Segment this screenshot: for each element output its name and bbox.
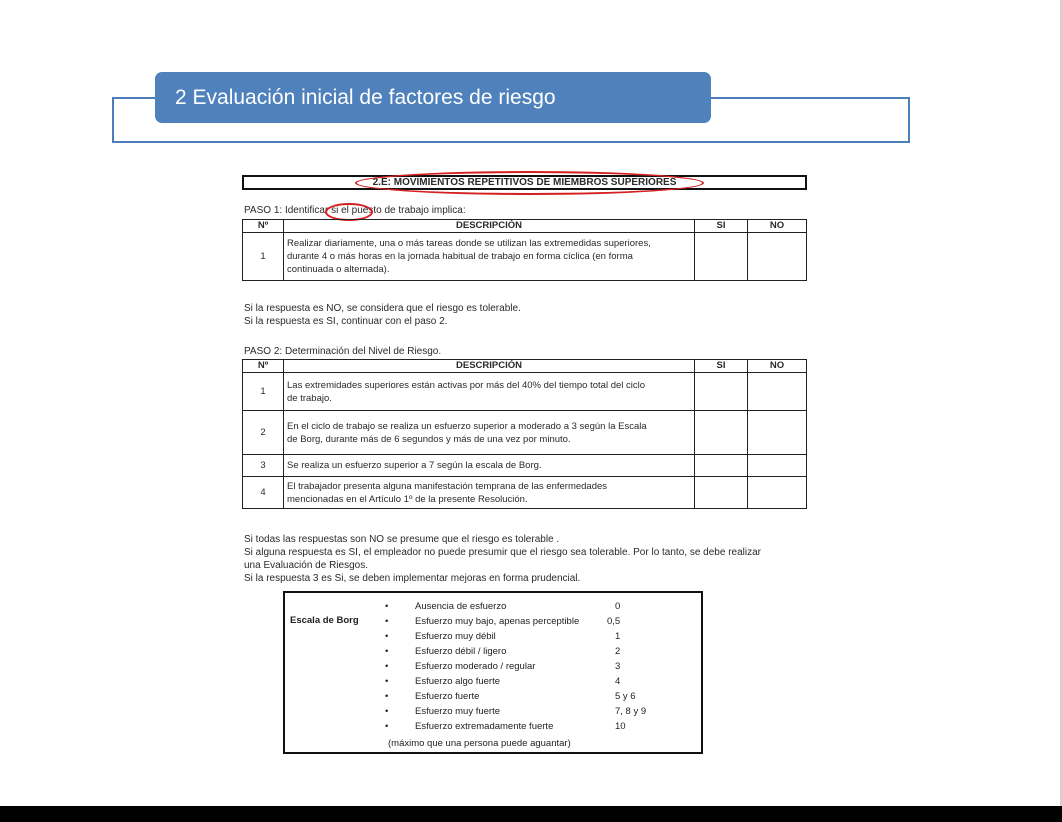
header-no: NO — [748, 220, 807, 233]
borg-label: Esfuerzo débil / ligero — [415, 646, 507, 657]
paso1-note-no: Si la respuesta es NO, se considera que el riesgo es tolerable. — [244, 303, 521, 314]
borg-item — [285, 601, 701, 616]
paso1-heading: PASO 1: Identificar si el puesto de trabajo implica: — [244, 205, 466, 216]
borg-value: 1 — [615, 631, 621, 642]
header-n: Nº — [243, 360, 284, 373]
row-line: Las extremidades superiores están activas por más del 40% del tiempo total del ciclo — [287, 379, 646, 391]
title-frame-left — [112, 97, 156, 99]
paso2-header-row — [243, 360, 807, 373]
paso2-note: Si la respuesta 3 es Si, se deben implementar mejoras en forma prudencial. — [244, 573, 581, 584]
borg-item — [285, 631, 701, 646]
table-row — [243, 477, 807, 509]
paso2-table — [242, 359, 807, 509]
header-si: SI — [695, 360, 748, 373]
table-row — [243, 373, 807, 411]
borg-item — [285, 706, 701, 721]
bottom-bar — [0, 806, 1062, 822]
borg-item — [285, 676, 701, 691]
si-cell — [695, 455, 748, 477]
paso2-note: Si alguna respuesta es SI, el empleador no puede presumir que el riesgo sea tolerable. Por lo tanto, se debe realizar — [244, 547, 761, 558]
row-line: En el ciclo de trabajo se realiza un esfuerzo superior a moderado a 3 según la Escala — [287, 420, 647, 432]
borg-value: 0 — [615, 601, 621, 612]
borg-value: 5 y 6 — [615, 691, 636, 702]
row-line: El trabajador presenta alguna manifestación temprana de las enfermedades — [287, 480, 608, 492]
row-description — [284, 373, 695, 411]
paso2-note: Si todas las respuestas son NO se presume que el riesgo es tolerable . — [244, 534, 560, 545]
borg-value: 0,5 — [607, 616, 621, 627]
paso1-note-si: Si la respuesta es SI, continuar con el paso 2. — [244, 316, 448, 327]
row-description — [284, 477, 695, 509]
borg-footnote: (máximo que una persona puede aguantar) — [388, 738, 571, 749]
paso1-table — [242, 219, 807, 281]
row-number: 3 — [243, 455, 284, 477]
borg-scale-box — [283, 591, 703, 754]
title-frame-right — [710, 97, 910, 99]
row-number: 1 — [243, 373, 284, 411]
si-cell — [695, 233, 748, 281]
paso2-note: una Evaluación de Riesgos. — [244, 560, 368, 571]
bullet: • — [385, 706, 389, 717]
borg-value: 2 — [615, 646, 621, 657]
header-si: SI — [695, 220, 748, 233]
borg-item — [285, 646, 701, 661]
no-cell — [748, 373, 807, 411]
highlight-section-title — [355, 171, 704, 195]
bullet: • — [385, 631, 389, 642]
row-line: de Borg, durante más de 6 segundos y más de una vez por minuto. — [287, 433, 571, 445]
table-row — [243, 411, 807, 455]
si-cell — [695, 477, 748, 509]
borg-label: Esfuerzo extremadamente fuerte — [415, 721, 554, 732]
row-number: 4 — [243, 477, 284, 509]
borg-item — [285, 661, 701, 676]
si-cell — [695, 411, 748, 455]
si-cell — [695, 373, 748, 411]
bullet: • — [385, 676, 389, 687]
borg-label: Esfuerzo algo fuerte — [415, 676, 501, 687]
borg-value: 3 — [615, 661, 621, 672]
row-number: 2 — [243, 411, 284, 455]
header-no: NO — [748, 360, 807, 373]
no-cell — [748, 411, 807, 455]
borg-value: 4 — [615, 676, 621, 687]
borg-value: 10 — [615, 721, 626, 732]
paso1-header-row — [243, 220, 807, 233]
row-number: 1 — [243, 233, 284, 281]
header-desc: DESCRIPCIÓN — [284, 360, 695, 373]
paso2-heading: PASO 2: Determinación del Nivel de Riesgo. — [244, 346, 442, 357]
borg-item — [285, 691, 701, 706]
table-row — [243, 455, 807, 477]
slide-title: 2 Evaluación inicial de factores de riesgo — [155, 72, 711, 123]
bullet: • — [385, 616, 389, 627]
row-line: durante 4 o más horas en la jornada habitual de trabajo en forma cíclica (en forma — [287, 251, 633, 262]
section-title: 2.E: MOVIMIENTOS REPETITIVOS DE MIEMBROS SUPERIORES — [242, 175, 807, 190]
borg-label: Esfuerzo muy fuerte — [415, 706, 501, 717]
borg-label: Esfuerzo fuerte — [415, 691, 480, 702]
borg-item — [285, 721, 701, 736]
bullet: • — [385, 661, 389, 672]
bullet: • — [385, 646, 389, 657]
borg-label: Esfuerzo muy bajo, apenas perceptible — [415, 616, 580, 627]
borg-label: Esfuerzo moderado / regular — [415, 661, 536, 672]
row-description — [284, 411, 695, 455]
row-line: mencionadas en el Artículo 1º de la presente Resolución. — [287, 493, 528, 505]
row-line: Realizar diariamente, una o más tareas donde se utilizan las extremedidas superiores, — [287, 238, 651, 249]
bullet: • — [385, 601, 389, 612]
no-cell — [748, 477, 807, 509]
row-description — [284, 455, 695, 477]
row-line: de trabajo. — [287, 392, 332, 404]
no-cell — [748, 233, 807, 281]
borg-value: 7, 8 y 9 — [615, 706, 647, 717]
bullet: • — [385, 691, 389, 702]
row-description — [284, 233, 695, 281]
borg-item — [285, 616, 701, 631]
bullet: • — [385, 721, 389, 732]
no-cell — [748, 455, 807, 477]
borg-title: Escala de Borg — [290, 615, 359, 626]
row-line: Se realiza un esfuerzo superior a 7 según la escala de Borg. — [287, 460, 542, 471]
borg-label: Ausencia de esfuerzo — [415, 601, 507, 612]
table-row — [243, 233, 807, 281]
row-line: continuada o alternada). — [287, 264, 390, 275]
borg-label: Esfuerzo muy débil — [415, 631, 496, 642]
header-n: Nº — [243, 220, 284, 233]
header-desc: DESCRIPCIÓN — [284, 220, 695, 233]
